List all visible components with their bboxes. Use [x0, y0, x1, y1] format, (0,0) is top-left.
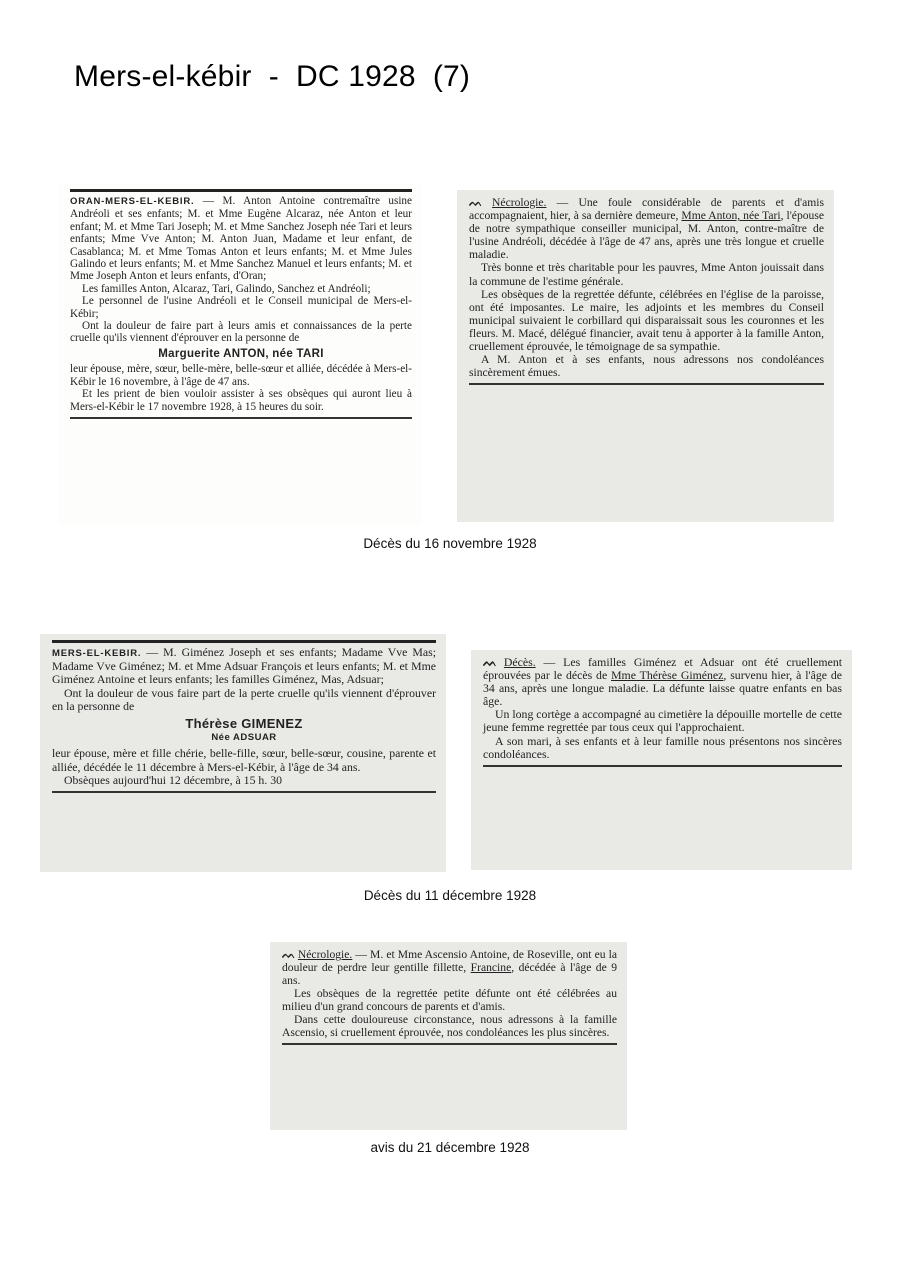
article-paragraph: Un long cortège a accompagné au cimetière la dépouille mortelle de cette jeune femme regrettée par tous ceux qui l'approchaient. — [483, 707, 842, 735]
decorative-icon: ᨓ — [483, 655, 497, 669]
deceased-name: Francine — [470, 961, 512, 974]
notice-paragraph: Les familles Anton, Alcaraz, Tari, Galindo, Sanchez et Andréoli; — [82, 282, 371, 295]
caption-21-decembre: avis du 21 décembre 1928 — [370, 1140, 530, 1155]
decorative-icon: ᨓ — [282, 948, 295, 961]
bottom-rule — [70, 417, 412, 419]
deceased-maiden-name: Née ADSUAR — [211, 732, 277, 744]
notice-header: ORAN-MERS-EL-KEBIR. — [70, 196, 195, 207]
article-paragraph: ᨓ Nécrologie. — M. et Mme Ascensio Antoine, de Roseville, ont eu la douleur de perdre leur gentille fillette, Francine, décédée à l'âge de 9 ans. — [282, 948, 618, 987]
caption-11-decembre: Décès du 11 décembre 1928 — [363, 888, 537, 903]
notice-paragraph: leur épouse, mère, sœur, belle-mère, belle-sœur et alliée, décédée à Mers-el-Kébir le 16 novembre, à l'âge de 47 ans. — [70, 363, 412, 388]
article-paragraph: Très bonne et très charitable pour les pauvres, Mme Anton jouissait dans la commune de l'estime générale. — [469, 261, 824, 288]
notice-paragraph: Le personnel de l'usine Andréoli et le Conseil municipal de Mers-el-Kébir; — [70, 295, 412, 320]
death-notice-anton — [58, 183, 422, 525]
notice-paragraph: Et les prient de bien vouloir assister à ses obsèques qui auront lieu à Mers-el-Kébir le 17 novembre 1928, à 15 heures du soir. — [70, 388, 412, 413]
necrology-ascensio — [270, 942, 627, 1130]
necrology-anton — [457, 190, 834, 522]
article-paragraph: Les obsèques de la regrettée petite défunte ont été célébrées au milieu d'un grand concours de parents et d'amis. — [282, 987, 617, 1013]
deceased-name: Mme Anton, née Tari — [681, 209, 781, 223]
bottom-rule — [52, 791, 436, 793]
bottom-rule — [483, 765, 842, 767]
deceased-name: Thérèse GIMENEZ — [185, 716, 303, 732]
page-title: Mers-el-kébir - DC 1928 (7) — [74, 60, 471, 93]
deceased-name: Mme Thérèse Giménez — [611, 668, 724, 683]
article-heading: Nécrologie. — [492, 196, 547, 209]
top-rule — [70, 189, 412, 192]
article-paragraph: A M. Anton et à ses enfants, nous adressons nos condoléances sincèrement émues. — [469, 353, 824, 380]
top-rule — [52, 640, 436, 643]
notice-paragraph: MERS-EL-KEBIR. — M. Giménez Joseph et ses enfants; Madame Vve Mas; Madame Vve Giménez; M. et Mme Adsuar François et leurs enfants; M. et Mme Giménez Antoine et leurs enfants; les familles Giménez, Mas, Adsuar; — [52, 645, 436, 687]
article-paragraph: A son mari, à ses enfants et à leur famille nous présentons nos sincères condoléances. — [483, 733, 842, 761]
notice-paragraph: Ont la douleur de faire part à leurs amis et connaissances de la perte cruelle qu'ils viennent d'éprouver en la personne de — [70, 320, 412, 345]
article-paragraph: ᨓ Décès. — Les familles Giménez et Adsuar ont été cruellement éprouvées par le décès de Mme Thérèse Giménez, survenu hier, à l'âge de 34 ans, après une longue maladie. La défunte laisse quatre enfants en bas âge. — [483, 655, 843, 709]
deces-gimenez — [471, 650, 852, 870]
caption-16-novembre: Décès du 16 novembre 1928 — [363, 536, 537, 551]
article-paragraph: Les obsèques de la regrettée défunte, célébrées en l'église de la paroisse, ont été imposantes. Le maire, les adjoints et les membres du Conseil municipal suivaient le corbillard qui disparaissait sous les couronnes et les fleurs. M. Macé, délégué financier, avait tenu à apporter à la famille Anton, cruellement éprouvée, le témoignage de sa sympathie. — [469, 287, 824, 354]
article-paragraph: ᨓ Nécrologie. — Une foule considérable de parents et d'amis accompagnaient, hier, à sa dernière demeure, Mme Anton, née Tari, l'épouse de notre sympathique conseiller municipal, M. Anton, contre-maître de l'usine Andréoli, décédée à l'âge de 47 ans, après une très longue et cruelle maladie. — [469, 196, 825, 262]
notice-paragraph: Ont la douleur de vous faire part de la perte cruelle qu'ils viennent d'éprouver en la personne de — [52, 685, 436, 713]
notice-paragraph: Obsèques aujourd'hui 12 décembre, à 15 h. 30 — [64, 772, 283, 787]
notice-paragraph: ORAN-MERS-EL-KEBIR. — M. Anton Antoine contremaître usine Andréoli et ses enfants; M. et Mme Eugène Alcaraz, née Anton et leur enfant; M. et Mme Tari Joseph; M. et Mme Sanchez Joseph née Tari et leurs enfants; Mme Vve Anton; M. Anton Juan, Madame et leur enfant, de Casablanca; M. et Mme Tomas Anton et leurs enfants; M. et Mme Jules Galindo et leurs enfants; M. et Mme Sanchez Manuel et leurs enfants; M. et Mme Joseph Anton et leurs enfants, d'Oran; — [70, 195, 412, 283]
bottom-rule — [282, 1043, 617, 1045]
article-heading: Nécrologie. — [297, 948, 353, 961]
deceased-name: Marguerite ANTON, née TARI — [158, 347, 324, 360]
death-notice-gimenez — [40, 634, 446, 872]
article-heading: Décès. — [503, 655, 536, 669]
bottom-rule — [469, 383, 824, 385]
notice-paragraph: leur épouse, mère et fille chérie, belle-fille, sœur, belle-sœur, cousine, parente et alliée, décédée le 11 décembre à Mers-el-Kébir, à l'âge de 34 ans. — [52, 746, 436, 774]
article-paragraph: Dans cette douloureuse circonstance, nous adressons à la famille Ascensio, si cruellement éprouvée, nos condoléances les plus sincères. — [282, 1013, 617, 1039]
notice-header: MERS-EL-KEBIR. — [52, 648, 142, 659]
decorative-icon: ᨓ — [469, 196, 482, 209]
